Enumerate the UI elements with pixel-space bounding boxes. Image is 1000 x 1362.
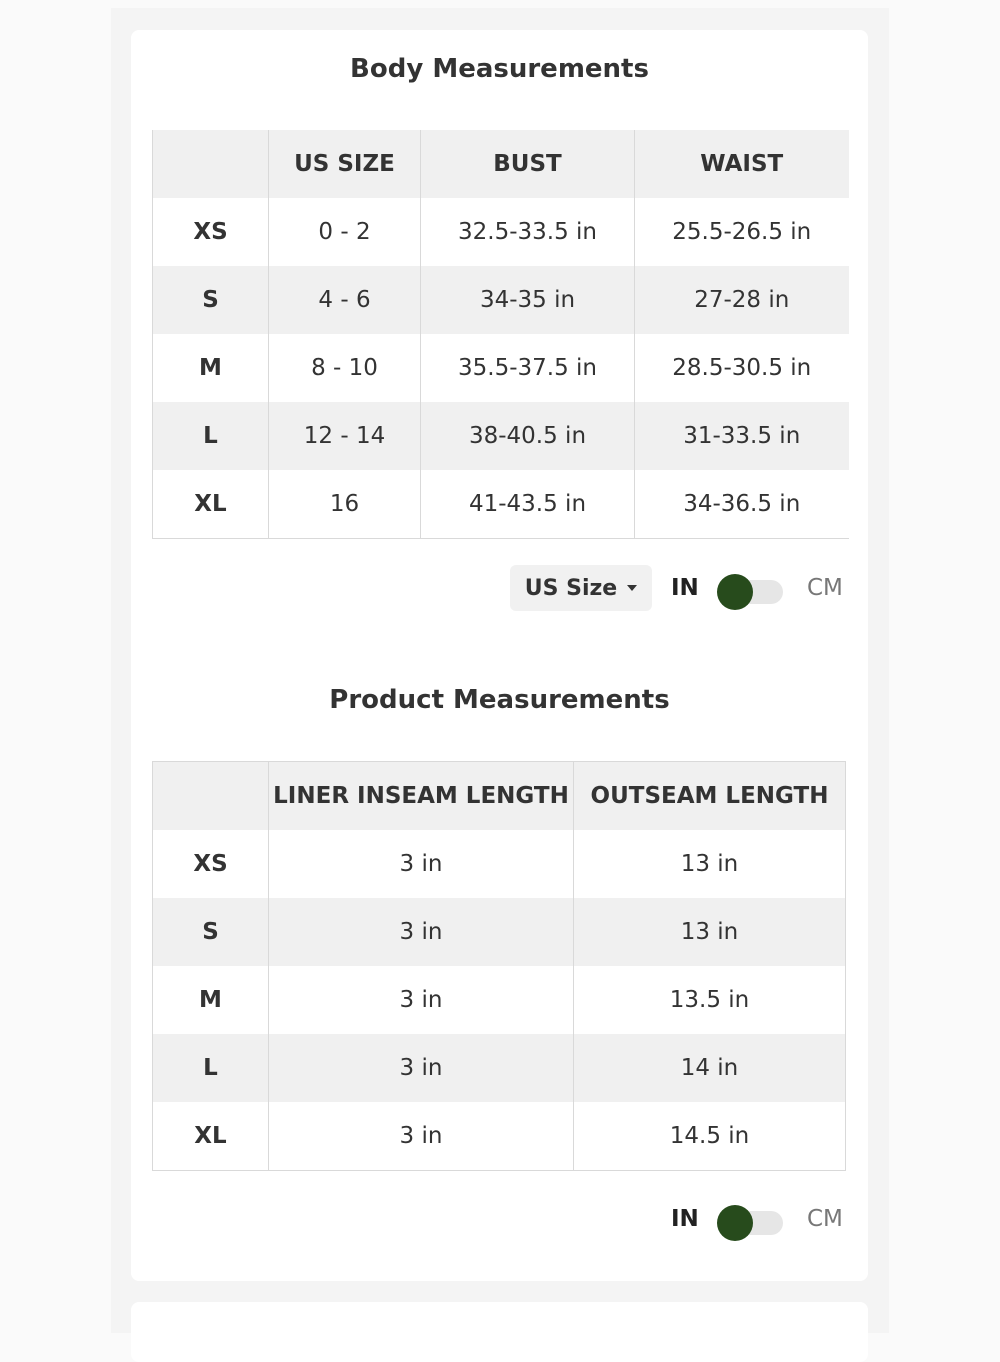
table-row bbox=[153, 830, 846, 898]
table-row bbox=[153, 1102, 846, 1171]
unit-cm-label[interactable]: CM bbox=[807, 575, 843, 601]
body-measurements-table bbox=[152, 130, 849, 539]
us-size-cell: 16 bbox=[269, 470, 421, 539]
liner-inseam-cell: 3 in bbox=[269, 1034, 574, 1102]
us-size-cell: 12 - 14 bbox=[269, 402, 421, 470]
liner-inseam-cell: 3 in bbox=[269, 966, 574, 1034]
toggle-knob bbox=[717, 574, 753, 610]
unit-in-label[interactable]: IN bbox=[671, 1206, 699, 1232]
liner-inseam-cell: 3 in bbox=[269, 898, 574, 966]
outseam-cell: 14.5 in bbox=[574, 1102, 846, 1171]
bust-cell: 34-35 in bbox=[421, 266, 635, 334]
size-label: S bbox=[153, 266, 269, 334]
bust-cell: 35.5-37.5 in bbox=[421, 334, 635, 402]
outseam-cell: 14 in bbox=[574, 1034, 846, 1102]
product-measurements-table bbox=[152, 761, 846, 1171]
size-label: M bbox=[153, 966, 269, 1034]
column-header bbox=[153, 762, 269, 831]
table-row bbox=[153, 966, 846, 1034]
unit-cm-label[interactable]: CM bbox=[807, 1206, 843, 1232]
toggle-knob bbox=[717, 1205, 753, 1241]
next-card bbox=[131, 1302, 868, 1362]
outseam-cell: 13 in bbox=[574, 898, 846, 966]
body-unit-toggle-row bbox=[671, 568, 843, 608]
waist-cell: 27-28 in bbox=[635, 266, 849, 334]
size-system-dropdown-label: US Size bbox=[524, 575, 618, 601]
table-row bbox=[153, 266, 849, 334]
waist-cell: 25.5-26.5 in bbox=[635, 198, 849, 266]
column-header-bust: BUST bbox=[421, 130, 635, 198]
table-row bbox=[153, 1034, 846, 1102]
waist-cell: 31-33.5 in bbox=[635, 402, 849, 470]
product-measurements-title: Product Measurements bbox=[329, 685, 670, 715]
product-unit-toggle-row bbox=[671, 1199, 843, 1239]
table-row bbox=[153, 898, 846, 966]
size-label: XS bbox=[153, 198, 269, 266]
unit-in-label[interactable]: IN bbox=[671, 575, 699, 601]
waist-cell: 34-36.5 in bbox=[635, 470, 849, 539]
table-row bbox=[153, 470, 849, 539]
body-unit-toggle[interactable] bbox=[717, 575, 783, 601]
body-measurements-title: Body Measurements bbox=[350, 54, 649, 84]
liner-inseam-cell: 3 in bbox=[269, 1102, 574, 1171]
size-label: M bbox=[153, 334, 269, 402]
size-label: XS bbox=[153, 830, 269, 898]
size-label: L bbox=[153, 1034, 269, 1102]
table-header-row bbox=[153, 130, 849, 198]
waist-cell: 28.5-30.5 in bbox=[635, 334, 849, 402]
size-system-dropdown[interactable] bbox=[510, 565, 652, 611]
outseam-cell: 13 in bbox=[574, 830, 846, 898]
product-unit-toggle[interactable] bbox=[717, 1206, 783, 1232]
table-row bbox=[153, 334, 849, 402]
size-label: XL bbox=[153, 470, 269, 539]
column-header-us-size: US SIZE bbox=[269, 130, 421, 198]
us-size-cell: 8 - 10 bbox=[269, 334, 421, 402]
us-size-cell: 4 - 6 bbox=[269, 266, 421, 334]
caret-down-icon bbox=[627, 585, 637, 591]
size-label: S bbox=[153, 898, 269, 966]
bust-cell: 32.5-33.5 in bbox=[421, 198, 635, 266]
size-label: XL bbox=[153, 1102, 269, 1171]
column-header-outseam: OUTSEAM LENGTH bbox=[574, 762, 846, 831]
liner-inseam-cell: 3 in bbox=[269, 830, 574, 898]
table-row bbox=[153, 402, 849, 470]
table-row bbox=[153, 198, 849, 266]
size-chart-card bbox=[131, 30, 868, 1281]
column-header bbox=[153, 130, 269, 198]
bust-cell: 41-43.5 in bbox=[421, 470, 635, 539]
outseam-cell: 13.5 in bbox=[574, 966, 846, 1034]
us-size-cell: 0 - 2 bbox=[269, 198, 421, 266]
bust-cell: 38-40.5 in bbox=[421, 402, 635, 470]
column-header-waist: WAIST bbox=[635, 130, 849, 198]
table-header-row bbox=[153, 762, 846, 831]
column-header-liner-inseam: LINER INSEAM LENGTH bbox=[269, 762, 574, 831]
size-label: L bbox=[153, 402, 269, 470]
